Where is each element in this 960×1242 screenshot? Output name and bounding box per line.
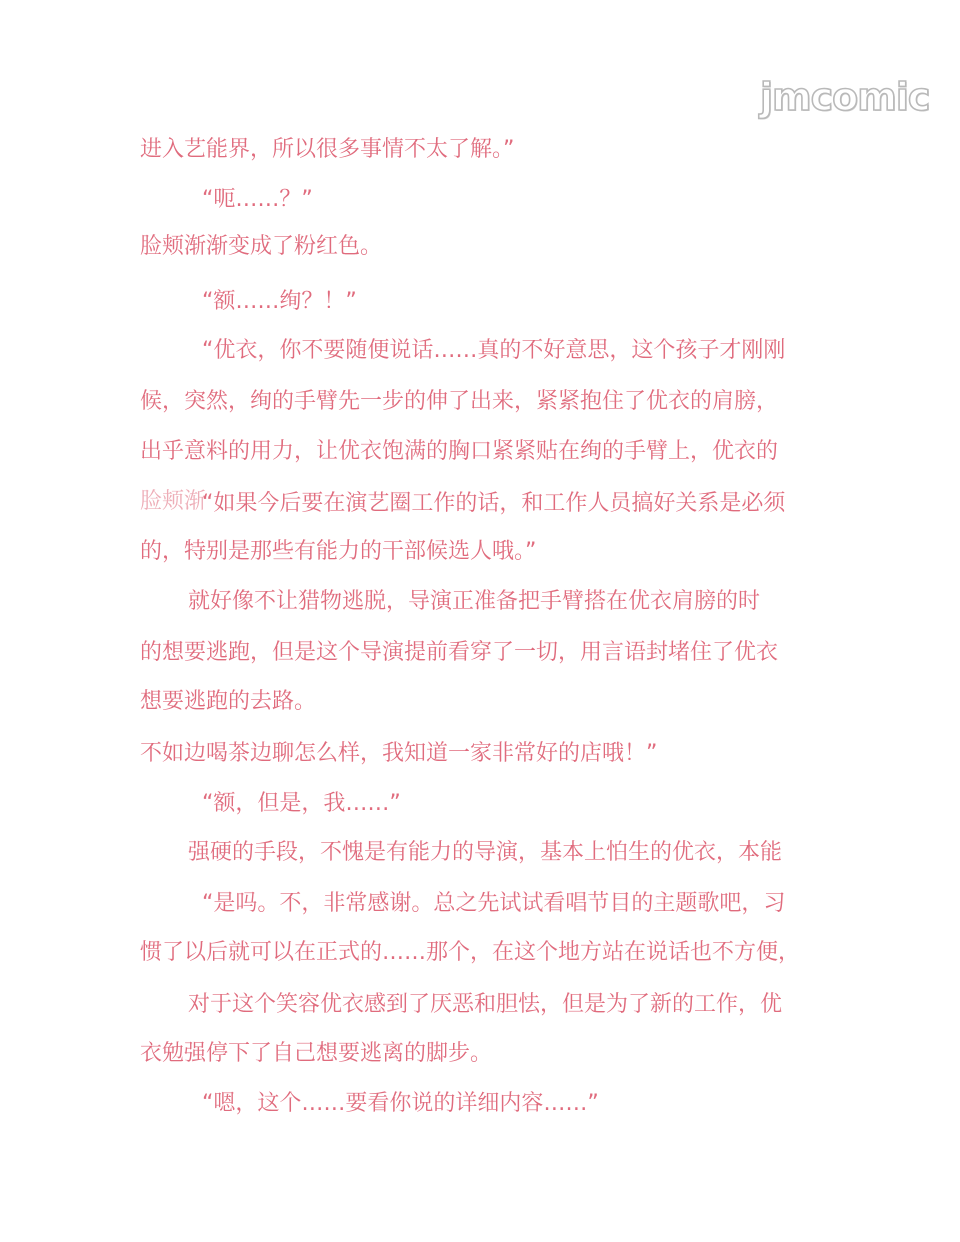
text-line: “优衣，你不要随便说话……真的不好意思，这个孩子才刚刚 (202, 338, 786, 363)
text-line: 候，突然，绚的手臂先一步的伸了出来，紧紧抱住了优衣的肩膀， (140, 389, 779, 414)
text-line: “额，但是，我……” (202, 791, 401, 816)
text-line: “如果今后要在演艺圈工作的话，和工作人员搞好关系是必须 (202, 491, 786, 516)
text-line: 进入艺能界，所以很多事情不太了解。” (140, 137, 515, 162)
text-line: 强硬的手段，不愧是有能力的导演，基本上怕生的优衣，本能 (188, 840, 783, 865)
text-line: 的想要逃跑，但是这个导演提前看穿了一切，用言语封堵住了优衣 (140, 640, 779, 665)
text-line: “额……绚？！” (202, 289, 357, 314)
text-line: 不如边喝茶边聊怎么样，我知道一家非常好的店哦！” (140, 741, 658, 766)
text-line: 脸颊渐 (140, 489, 207, 514)
text-line: 惯了以后就可以在正式的……那个，在这个地方站在说话也不方便， (140, 940, 801, 965)
text-line-inner: 脸颊渐渐变成了粉红色。 (140, 234, 383, 259)
watermark-logo: jmcomic (760, 75, 930, 119)
text-line: “是吗。不，非常感谢。总之先试试看唱节目的主题歌吧，习 (202, 891, 786, 916)
text-line: 的，特别是那些有能力的干部候选人哦。” (140, 539, 537, 564)
text-line: 衣勉强停下了自己想要逃离的脚步。 (140, 1041, 493, 1066)
text-line: “呃……？” (202, 187, 313, 212)
text-line: 出乎意料的用力，让优衣饱满的胸口紧紧贴在绚的手臂上，优衣的 (140, 439, 779, 464)
text-line: 想要逃跑的去路。 (140, 689, 317, 714)
text-line: 对于这个笑容优衣感到了厌恶和胆怯，但是为了新的工作，优 (188, 992, 783, 1017)
text-line: “嗯，这个……要看你说的详细内容……” (202, 1091, 599, 1116)
text-line: 就好像不让猎物逃脱，导演正准备把手臂搭在优衣肩膀的时 (188, 589, 761, 614)
text-line (140, 234, 383, 264)
